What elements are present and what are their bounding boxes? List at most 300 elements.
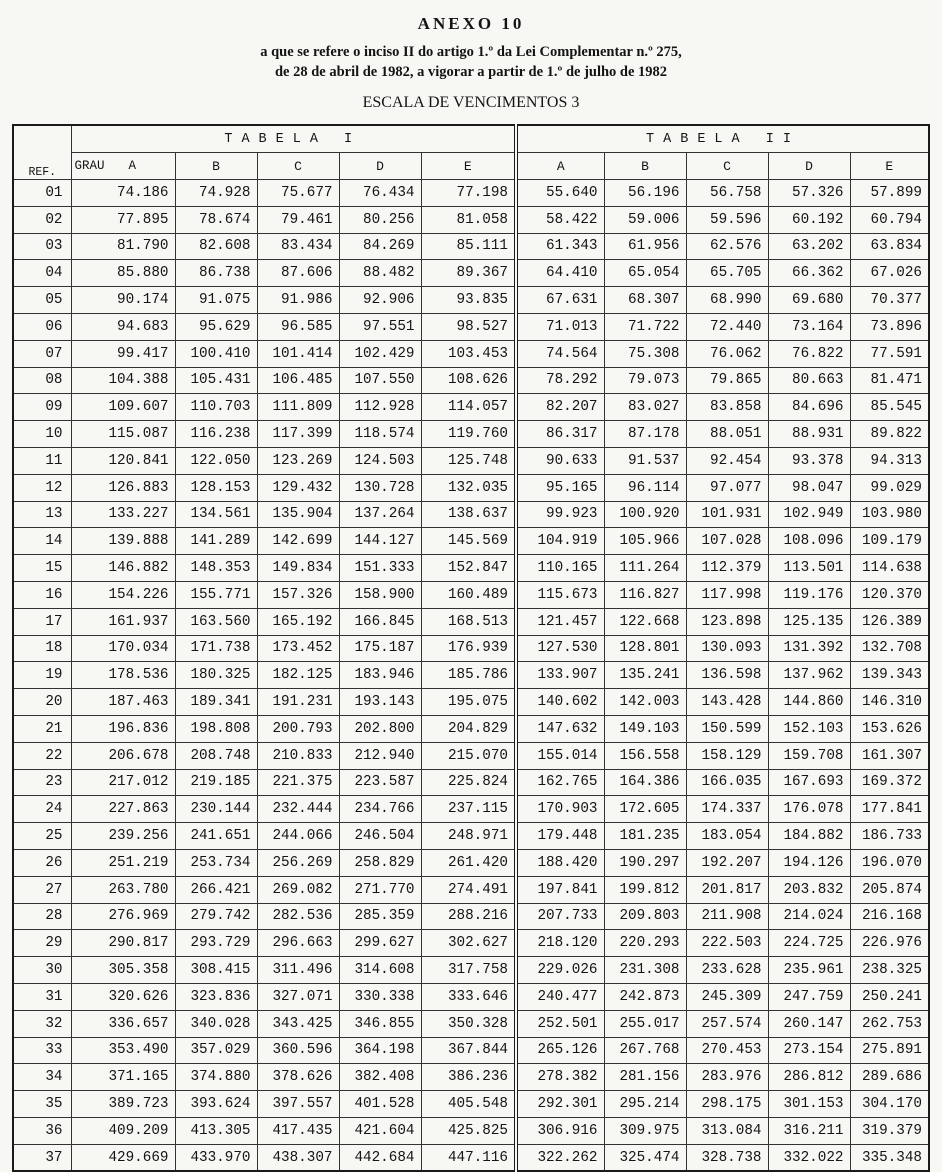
grade-header-t2-a: A: [516, 153, 604, 180]
ref-cell: 16: [13, 581, 71, 608]
tabela-1-value-cell: 95.629: [175, 313, 257, 340]
tabela-1-value-cell: 170.034: [71, 635, 175, 662]
tabela-1-value-cell: 198.808: [175, 715, 257, 742]
tabela-1-value-cell: 253.734: [175, 849, 257, 876]
tabela-2-value-cell: 88.931: [768, 421, 850, 448]
table-row: [13, 983, 929, 1010]
tabela-2-value-cell: 98.047: [768, 474, 850, 501]
tabela-1-value-cell: 311.496: [257, 957, 339, 984]
tabela-1-value-cell: 350.328: [421, 1010, 516, 1037]
tabela-2-value-cell: 105.966: [604, 528, 686, 555]
tabela-1-value-cell: 138.637: [421, 501, 516, 528]
tabela-2-value-cell: 65.705: [686, 260, 768, 287]
table-row: [13, 957, 929, 984]
tabela-1-value-cell: 149.834: [257, 555, 339, 582]
grau-label: GRAU: [74, 159, 105, 173]
tabela-1-value-cell: 285.359: [339, 903, 421, 930]
tabela-1-value-cell: 77.198: [421, 180, 516, 207]
table-row: [13, 581, 929, 608]
ref-cell: 28: [13, 903, 71, 930]
tabela-1-value-cell: 98.527: [421, 313, 516, 340]
ref-cell: 30: [13, 957, 71, 984]
tabela-1-value-cell: 87.606: [257, 260, 339, 287]
tabela-1-value-cell: 185.786: [421, 662, 516, 689]
ref-cell: 07: [13, 340, 71, 367]
table-row: [13, 1037, 929, 1064]
tabela-1-value-cell: 290.817: [71, 930, 175, 957]
tabela-2-value-cell: 155.014: [516, 742, 604, 769]
ref-cell: 34: [13, 1064, 71, 1091]
tabela-1-value-cell: 122.050: [175, 447, 257, 474]
table-row: [13, 528, 929, 555]
grade-header-t1-a: [71, 153, 175, 180]
tabela-2-value-cell: 164.386: [604, 769, 686, 796]
tabela-2-value-cell: 73.896: [850, 313, 929, 340]
table-row: [13, 876, 929, 903]
grade-header-t2-c: C: [686, 153, 768, 180]
tabela-1-value-cell: 180.325: [175, 662, 257, 689]
tabela-2-value-cell: 167.693: [768, 769, 850, 796]
ref-cell: 20: [13, 689, 71, 716]
tabela-1-value-cell: 269.082: [257, 876, 339, 903]
ref-cell: 04: [13, 260, 71, 287]
tabela-1-value-cell: 401.528: [339, 1091, 421, 1118]
tabela-1-value-cell: 193.143: [339, 689, 421, 716]
tabela-2-value-cell: 281.156: [604, 1064, 686, 1091]
tabela-1-value-cell: 343.425: [257, 1010, 339, 1037]
tabela-2-value-cell: 70.377: [850, 287, 929, 314]
tabela-2-value-cell: 322.262: [516, 1144, 604, 1171]
tabela-1-value-cell: 357.029: [175, 1037, 257, 1064]
annex-title: ANEXO 10: [417, 14, 525, 33]
tabela-2-value-cell: 159.708: [768, 742, 850, 769]
ref-cell: 24: [13, 796, 71, 823]
tabela-1-value-cell: 158.900: [339, 581, 421, 608]
tabela-1-value-cell: 397.557: [257, 1091, 339, 1118]
grade-header-t1-e: E: [421, 153, 516, 180]
table-row: [13, 447, 929, 474]
tabela-1-value-cell: 261.420: [421, 849, 516, 876]
tabela-2-value-cell: 275.891: [850, 1037, 929, 1064]
tabela-2-value-cell: 255.017: [604, 1010, 686, 1037]
ref-cell: 17: [13, 608, 71, 635]
tabela-2-value-cell: 136.598: [686, 662, 768, 689]
tabela-2-value-cell: 90.633: [516, 447, 604, 474]
tabela-1-value-cell: 82.608: [175, 233, 257, 260]
tabela-1-value-cell: 119.760: [421, 421, 516, 448]
tabela-2-value-cell: 295.214: [604, 1091, 686, 1118]
tabela-2-value-cell: 66.362: [768, 260, 850, 287]
tabela-1-value-cell: 314.608: [339, 957, 421, 984]
tabela-1-value-cell: 129.432: [257, 474, 339, 501]
tabela-1-value-cell: 333.646: [421, 983, 516, 1010]
tabela-2-value-cell: 332.022: [768, 1144, 850, 1171]
tabela-1-value-cell: 182.125: [257, 662, 339, 689]
tabela-1-value-cell: 97.551: [339, 313, 421, 340]
tabela-1-value-cell: 215.070: [421, 742, 516, 769]
tabela-1-value-cell: 187.463: [71, 689, 175, 716]
tabela-2-value-cell: 111.264: [604, 555, 686, 582]
tabela-1-value-cell: 139.888: [71, 528, 175, 555]
tabela-1-value-cell: 106.485: [257, 367, 339, 394]
tabela-2-value-cell: 211.908: [686, 903, 768, 930]
grade-header-t2-e: E: [850, 153, 929, 180]
tabela-1-value-cell: 317.758: [421, 957, 516, 984]
tabela-1-value-cell: 293.729: [175, 930, 257, 957]
tabela-2-value-cell: 262.753: [850, 1010, 929, 1037]
table-row: [13, 501, 929, 528]
table-row: [13, 555, 929, 582]
tabela-2-value-cell: 267.768: [604, 1037, 686, 1064]
ref-column-header: REF.: [13, 125, 71, 180]
tabela-2-value-cell: 313.084: [686, 1117, 768, 1144]
tabela-1-value-cell: 146.882: [71, 555, 175, 582]
tabela-1-value-cell: 107.550: [339, 367, 421, 394]
tabela-2-value-cell: 96.114: [604, 474, 686, 501]
tabela-1-value-cell: 160.489: [421, 581, 516, 608]
tabela-1-value-cell: 258.829: [339, 849, 421, 876]
grade-header-t1-d: D: [339, 153, 421, 180]
tabela-1-value-cell: 204.829: [421, 715, 516, 742]
tabela-1-value-cell: 346.855: [339, 1010, 421, 1037]
tabela-2-value-cell: 87.178: [604, 421, 686, 448]
tabela-2-value-cell: 84.696: [768, 394, 850, 421]
tabela-1-value-cell: 85.880: [71, 260, 175, 287]
tabela-1-value-cell: 74.928: [175, 180, 257, 207]
tabela-1-value-cell: 409.209: [71, 1117, 175, 1144]
tabela-1-value-cell: 118.574: [339, 421, 421, 448]
tabela-1-value-cell: 75.677: [257, 180, 339, 207]
annex-subtitle-line-2: de 28 de abril de 1982, a vigorar a partir de 1.º de julho de 1982: [274, 64, 668, 80]
tabela-1-value-cell: 88.482: [339, 260, 421, 287]
tabela-2-value-cell: 226.976: [850, 930, 929, 957]
tabela-1-value-cell: 288.216: [421, 903, 516, 930]
tabela-2-value-cell: 103.980: [850, 501, 929, 528]
table-row: [13, 769, 929, 796]
tabela-2-value-cell: 139.343: [850, 662, 929, 689]
tabela-2-value-cell: 147.632: [516, 715, 604, 742]
tabela-1-value-cell: 141.289: [175, 528, 257, 555]
tabela-2-value-cell: 196.070: [850, 849, 929, 876]
tabela-2-value-cell: 100.920: [604, 501, 686, 528]
ref-cell: 09: [13, 394, 71, 421]
tabela-2-value-cell: 83.027: [604, 394, 686, 421]
tabela-2-value-cell: 107.028: [686, 528, 768, 555]
tabela-1-value-cell: 263.780: [71, 876, 175, 903]
tabela-2-value-cell: 61.343: [516, 233, 604, 260]
tabela-2-value-cell: 64.410: [516, 260, 604, 287]
tabela-1-value-cell: 89.367: [421, 260, 516, 287]
tabela-2-value-cell: 130.093: [686, 635, 768, 662]
table-group-header-row: [13, 125, 929, 153]
tabela-1-value-cell: 173.452: [257, 635, 339, 662]
ref-cell: 06: [13, 313, 71, 340]
tabela-2-value-cell: 59.596: [686, 206, 768, 233]
tabela-2-value-cell: 133.907: [516, 662, 604, 689]
tabela-1-value-cell: 93.835: [421, 287, 516, 314]
tabela-1-value-cell: 96.585: [257, 313, 339, 340]
tabela-1-value-cell: 241.651: [175, 823, 257, 850]
tabela-1-value-cell: 305.358: [71, 957, 175, 984]
tabela-1-value-cell: 364.198: [339, 1037, 421, 1064]
table-row: [13, 340, 929, 367]
tabela-2-value-cell: 177.841: [850, 796, 929, 823]
tabela-2-value-cell: 76.822: [768, 340, 850, 367]
tabela-2-value-cell: 283.976: [686, 1064, 768, 1091]
tabela-2-value-cell: 224.725: [768, 930, 850, 957]
tabela-2-value-cell: 76.062: [686, 340, 768, 367]
ref-cell: 14: [13, 528, 71, 555]
grade-letter: A: [128, 159, 137, 173]
tabela-1-value-cell: 196.836: [71, 715, 175, 742]
grade-header-t1-c: C: [257, 153, 339, 180]
tabela-2-value-cell: 116.827: [604, 581, 686, 608]
table-row: [13, 662, 929, 689]
tabela-2-value-cell: 114.638: [850, 555, 929, 582]
tabela-2-value-cell: 238.325: [850, 957, 929, 984]
tabela-1-value-cell: 81.058: [421, 206, 516, 233]
tabela-2-value-cell: 301.153: [768, 1091, 850, 1118]
tabela-1-value-cell: 382.408: [339, 1064, 421, 1091]
tabela-1-value-cell: 125.748: [421, 447, 516, 474]
tabela-2-value-cell: 143.428: [686, 689, 768, 716]
tabela-1-value-cell: 433.970: [175, 1144, 257, 1171]
tabela-2-value-cell: 174.337: [686, 796, 768, 823]
tabela-1-value-cell: 389.723: [71, 1091, 175, 1118]
tabela-1-value-cell: 77.895: [71, 206, 175, 233]
table-row: [13, 233, 929, 260]
tabela-1-value-cell: 91.075: [175, 287, 257, 314]
tabela-2-value-cell: 92.454: [686, 447, 768, 474]
tabela-1-value-cell: 374.880: [175, 1064, 257, 1091]
tabela-2-value-cell: 289.686: [850, 1064, 929, 1091]
tabela-1-value-cell: 191.231: [257, 689, 339, 716]
tabela-2-value-cell: 265.126: [516, 1037, 604, 1064]
tabela-1-value-cell: 171.738: [175, 635, 257, 662]
grade-header-t1-b: B: [175, 153, 257, 180]
tabela-1-value-cell: 104.388: [71, 367, 175, 394]
tabela-1-value-cell: 90.174: [71, 287, 175, 314]
tabela-2-value-cell: 60.192: [768, 206, 850, 233]
tabela-1-value-cell: 276.969: [71, 903, 175, 930]
tabela-1-value-cell: 336.657: [71, 1010, 175, 1037]
tabela-2-value-cell: 101.931: [686, 501, 768, 528]
tabela-1-value-cell: 248.971: [421, 823, 516, 850]
tabela-1-value-cell: 137.264: [339, 501, 421, 528]
tabela-1-value-cell: 189.341: [175, 689, 257, 716]
tabela-1-value-cell: 308.415: [175, 957, 257, 984]
tabela-2-value-cell: 86.317: [516, 421, 604, 448]
tabela-1-value-cell: 386.236: [421, 1064, 516, 1091]
table-body: [13, 180, 929, 1172]
tabela-2-value-cell: 156.558: [604, 742, 686, 769]
tabela-2-value-cell: 80.663: [768, 367, 850, 394]
table-row: [13, 421, 929, 448]
tabela-1-value-cell: 232.444: [257, 796, 339, 823]
tabela-1-value-cell: 92.906: [339, 287, 421, 314]
tabela-2-value-cell: 137.962: [768, 662, 850, 689]
tabela-1-value-cell: 78.674: [175, 206, 257, 233]
tabela-2-value-cell: 214.024: [768, 903, 850, 930]
tabela-1-value-cell: 165.192: [257, 608, 339, 635]
ref-cell: 13: [13, 501, 71, 528]
ref-cell: 33: [13, 1037, 71, 1064]
tabela-1-value-cell: 74.186: [71, 180, 175, 207]
ref-cell: 11: [13, 447, 71, 474]
tabela-2-value-cell: 91.537: [604, 447, 686, 474]
tabela-1-value-cell: 85.111: [421, 233, 516, 260]
tabela-2-value-cell: 188.420: [516, 849, 604, 876]
table-row: [13, 903, 929, 930]
tabela-2-value-cell: 186.733: [850, 823, 929, 850]
tabela-1-value-cell: 271.770: [339, 876, 421, 903]
tabela-1-value-cell: 114.057: [421, 394, 516, 421]
ref-cell: 03: [13, 233, 71, 260]
ref-cell: 01: [13, 180, 71, 207]
tabela-1-value-cell: 102.429: [339, 340, 421, 367]
tabela-1-value-cell: 239.256: [71, 823, 175, 850]
tabela-1-value-cell: 230.144: [175, 796, 257, 823]
tabela-2-value-cell: 286.812: [768, 1064, 850, 1091]
table-row: [13, 474, 929, 501]
tabela-1-value-cell: 320.626: [71, 983, 175, 1010]
tabela-1-value-cell: 116.238: [175, 421, 257, 448]
table-row: [13, 608, 929, 635]
ref-cell: 12: [13, 474, 71, 501]
tabela-1-value-cell: 266.421: [175, 876, 257, 903]
tabela-1-value-cell: 135.904: [257, 501, 339, 528]
tabela-2-value-cell: 209.803: [604, 903, 686, 930]
tabela-1-value-cell: 195.075: [421, 689, 516, 716]
tabela-2-value-cell: 128.801: [604, 635, 686, 662]
tabela-2-value-cell: 61.956: [604, 233, 686, 260]
tabela-2-value-cell: 126.389: [850, 608, 929, 635]
tabela-2-value-cell: 197.841: [516, 876, 604, 903]
tabela-1-value-cell: 120.841: [71, 447, 175, 474]
tabela-2-value-cell: 292.301: [516, 1091, 604, 1118]
tabela-2-value-cell: 273.154: [768, 1037, 850, 1064]
tabela-2-value-cell: 135.241: [604, 662, 686, 689]
tabela-1-value-cell: 353.490: [71, 1037, 175, 1064]
tabela-1-value-cell: 79.461: [257, 206, 339, 233]
table-row: [13, 367, 929, 394]
table-row: [13, 742, 929, 769]
tabela-1-value-cell: 130.728: [339, 474, 421, 501]
tabela-1-value-cell: 168.513: [421, 608, 516, 635]
tabela-1-value-cell: 442.684: [339, 1144, 421, 1171]
tabela-1-value-cell: 371.165: [71, 1064, 175, 1091]
tabela-2-value-cell: 304.170: [850, 1091, 929, 1118]
tabela-1-value-cell: 133.227: [71, 501, 175, 528]
ref-cell: 18: [13, 635, 71, 662]
tabela-1-value-cell: 80.256: [339, 206, 421, 233]
tabela-2-value-cell: 89.822: [850, 421, 929, 448]
tabela-1-value-cell: 101.414: [257, 340, 339, 367]
tabela-1-value-cell: 132.035: [421, 474, 516, 501]
tabela-1-header: TABELA I: [71, 125, 516, 153]
tabela-2-value-cell: 216.168: [850, 903, 929, 930]
tabela-1-value-cell: 282.536: [257, 903, 339, 930]
tabela-2-value-cell: 170.903: [516, 796, 604, 823]
tabela-1-value-cell: 279.742: [175, 903, 257, 930]
tabela-2-value-cell: 115.673: [516, 581, 604, 608]
tabela-2-value-cell: 102.949: [768, 501, 850, 528]
tabela-2-value-cell: 72.440: [686, 313, 768, 340]
tabela-2-value-cell: 172.605: [604, 796, 686, 823]
tabela-1-value-cell: 244.066: [257, 823, 339, 850]
tabela-2-value-cell: 79.865: [686, 367, 768, 394]
tabela-2-value-cell: 203.832: [768, 876, 850, 903]
tabela-1-value-cell: 330.338: [339, 983, 421, 1010]
tabela-1-value-cell: 299.627: [339, 930, 421, 957]
ref-cell: 27: [13, 876, 71, 903]
tabela-1-value-cell: 378.626: [257, 1064, 339, 1091]
tabela-1-value-cell: 111.809: [257, 394, 339, 421]
table-row: [13, 1117, 929, 1144]
table-row: [13, 180, 929, 207]
tabela-1-value-cell: 208.748: [175, 742, 257, 769]
tabela-1-value-cell: 227.863: [71, 796, 175, 823]
tabela-1-value-cell: 178.536: [71, 662, 175, 689]
table-row: [13, 849, 929, 876]
tabela-1-value-cell: 163.560: [175, 608, 257, 635]
tabela-2-value-cell: 69.680: [768, 287, 850, 314]
tabela-1-value-cell: 124.503: [339, 447, 421, 474]
table-row: [13, 823, 929, 850]
tabela-2-value-cell: 67.026: [850, 260, 929, 287]
table-row: [13, 287, 929, 314]
tabela-2-value-cell: 104.919: [516, 528, 604, 555]
tabela-2-value-cell: 150.599: [686, 715, 768, 742]
tabela-2-value-cell: 99.029: [850, 474, 929, 501]
tabela-2-value-cell: 71.013: [516, 313, 604, 340]
tabela-2-value-cell: 63.202: [768, 233, 850, 260]
tabela-1-value-cell: 142.699: [257, 528, 339, 555]
grade-header-t2-b: B: [604, 153, 686, 180]
tabela-2-value-cell: 181.235: [604, 823, 686, 850]
tabela-1-value-cell: 323.836: [175, 983, 257, 1010]
table-row: [13, 1064, 929, 1091]
tabela-1-value-cell: 110.703: [175, 394, 257, 421]
tabela-1-value-cell: 360.596: [257, 1037, 339, 1064]
tabela-1-value-cell: 126.883: [71, 474, 175, 501]
tabela-2-value-cell: 88.051: [686, 421, 768, 448]
tabela-2-value-cell: 245.309: [686, 983, 768, 1010]
table-row: [13, 313, 929, 340]
tabela-1-value-cell: 405.548: [421, 1091, 516, 1118]
tabela-1-value-cell: 154.226: [71, 581, 175, 608]
tabela-2-value-cell: 218.120: [516, 930, 604, 957]
tabela-1-value-cell: 237.115: [421, 796, 516, 823]
table-row: [13, 1091, 929, 1118]
tabela-2-value-cell: 328.738: [686, 1144, 768, 1171]
tabela-1-value-cell: 251.219: [71, 849, 175, 876]
tabela-2-value-cell: 316.211: [768, 1117, 850, 1144]
tabela-2-value-cell: 192.207: [686, 849, 768, 876]
tabela-1-value-cell: 425.825: [421, 1117, 516, 1144]
tabela-2-value-cell: 71.722: [604, 313, 686, 340]
tabela-1-value-cell: 246.504: [339, 823, 421, 850]
tabela-1-value-cell: 86.738: [175, 260, 257, 287]
tabela-1-value-cell: 447.116: [421, 1144, 516, 1171]
tabela-1-value-cell: 219.185: [175, 769, 257, 796]
tabela-1-value-cell: 134.561: [175, 501, 257, 528]
ref-cell: 37: [13, 1144, 71, 1171]
tabela-2-value-cell: 109.179: [850, 528, 929, 555]
tabela-1-value-cell: 148.353: [175, 555, 257, 582]
tabela-2-value-cell: 152.103: [768, 715, 850, 742]
tabela-1-value-cell: 109.607: [71, 394, 175, 421]
